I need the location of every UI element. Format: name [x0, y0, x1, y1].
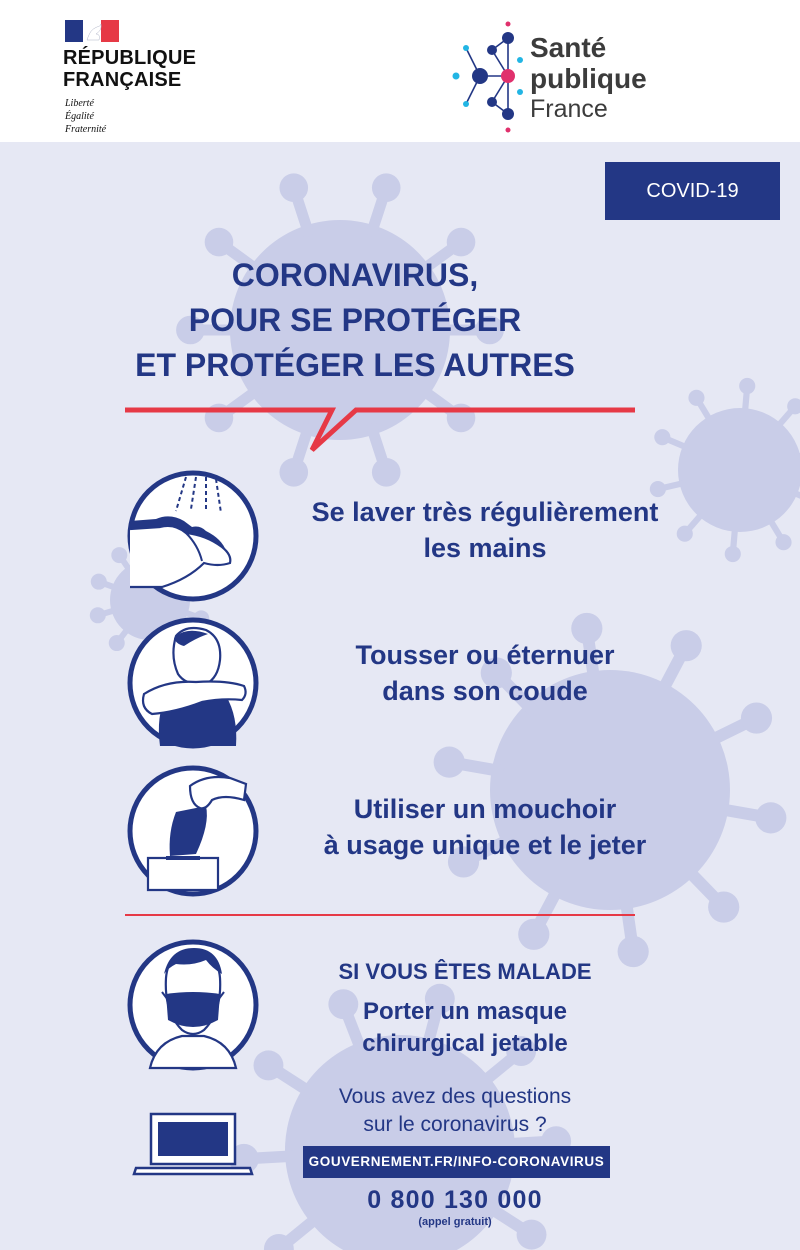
sante-publique-line1: Santé	[530, 32, 607, 63]
elbow-cough-icon	[126, 616, 260, 750]
face-mask-icon	[126, 938, 260, 1072]
phone-note: (appel gratuit)	[418, 1216, 492, 1228]
main-title	[100, 253, 610, 388]
malade-line-1: Porter un masque	[362, 998, 568, 1025]
section-divider	[125, 914, 635, 916]
laptop-icon	[132, 1112, 254, 1176]
tip-hand-washing	[270, 494, 700, 566]
republic-motto	[65, 97, 165, 136]
contact-questions	[285, 1083, 625, 1139]
sante-publique-line2: publique	[530, 63, 647, 94]
title-line-1: CORONAVIRUS,	[231, 257, 479, 293]
tip-elbow-cough	[300, 637, 670, 709]
tip-3-line-1: Utiliser un mouchoir	[353, 794, 617, 824]
tip-1-line-2: les mains	[423, 533, 547, 563]
covid-badge: COVID-19	[605, 162, 780, 220]
tip-tissue	[280, 791, 690, 863]
motto-liberte: Liberté	[65, 98, 94, 109]
sante-publique-line3: France	[530, 95, 608, 123]
tip-2-line-1: Tousser ou éternuer	[355, 640, 615, 670]
questions-line-2: sur le coronavirus ?	[363, 1113, 547, 1136]
hand-washing-icon	[126, 469, 260, 603]
marianne-flag-icon	[65, 20, 119, 42]
motto-fraternite: Fraternité	[65, 124, 107, 135]
tip-1-line-1: Se laver très régulièrement	[311, 497, 659, 527]
speech-bubble-divider	[0, 395, 800, 465]
sante-publique-logo-icon	[452, 20, 524, 136]
title-line-2: POUR SE PROTÉGER	[188, 302, 522, 338]
republique-francaise-title: RÉPUBLIQUE FRANÇAISE	[63, 47, 197, 91]
tip-3-line-2: à usage unique et le jeter	[323, 830, 647, 860]
tissue-box-icon	[126, 764, 260, 898]
info-url-link[interactable]: GOUVERNEMENT.FR/INFO-CORONAVIRUS	[303, 1146, 610, 1178]
malade-instructions	[290, 996, 640, 1060]
motto-egalite: Égalité	[65, 111, 94, 122]
phone-number[interactable]: 0 800 130 000	[367, 1186, 543, 1214]
tip-2-line-2: dans son coude	[382, 676, 588, 706]
sante-publique-wordmark	[530, 32, 710, 125]
title-line-3: ET PROTÉGER LES AUTRES	[135, 347, 575, 383]
questions-line-1: Vous avez des questions	[338, 1085, 572, 1108]
malade-title: SI VOUS ÊTES MALADE	[338, 959, 592, 984]
malade-line-2: chirurgical jetable	[362, 1030, 568, 1057]
